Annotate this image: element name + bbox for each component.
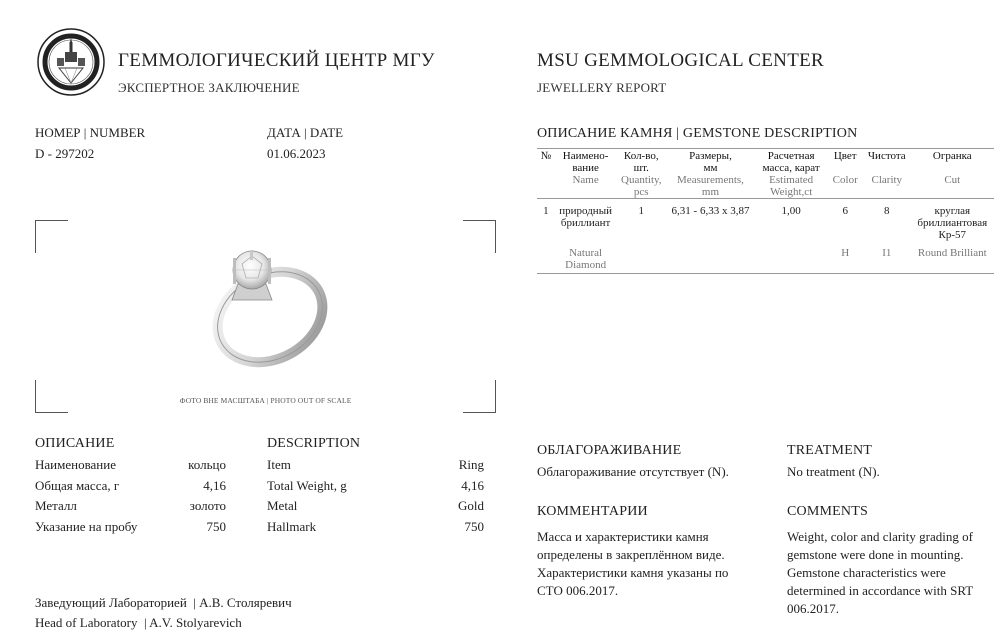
column-header-en: Measurements, mm bbox=[677, 174, 744, 198]
column-header-en: Estimated Weight,ct bbox=[769, 174, 814, 198]
gemstone-row-ru bbox=[537, 199, 994, 242]
diamond-ring-icon bbox=[200, 242, 330, 370]
report-date-label: ДАТА | DATE bbox=[267, 125, 344, 140]
column-header-en: Color bbox=[832, 174, 858, 186]
description-ru-row bbox=[35, 457, 226, 473]
treatment-ru-text: Облагораживание отсутствует (N). bbox=[537, 464, 729, 479]
photo-caption: ФОТО ВНЕ МАСШТАБА | PHOTO OUT OF SCALE bbox=[179, 396, 352, 405]
column-header-en: Name bbox=[572, 174, 599, 186]
column-header-en bbox=[537, 174, 555, 199]
row-label: Общая масса, г bbox=[35, 478, 120, 493]
table-cell: 1 bbox=[616, 199, 666, 242]
table-cell: H bbox=[827, 241, 863, 274]
description-ru-row bbox=[35, 519, 226, 535]
row-label: Item bbox=[267, 457, 291, 472]
report-number-value: D - 297202 bbox=[35, 146, 95, 161]
description-en-row bbox=[267, 498, 484, 514]
header-subtitle-en: JEWELLERY REPORT bbox=[537, 80, 667, 95]
row-label: Total Weight, g bbox=[267, 478, 347, 493]
row-value: золото bbox=[189, 498, 226, 513]
header-title-ru: ГЕММОЛОГИЧЕСКИЙ ЦЕНТР МГУ bbox=[118, 50, 435, 71]
gemstone-heading: ОПИСАНИЕ КАМНЯ | GEMSTONE DESCRIPTION bbox=[537, 126, 858, 141]
signature-ru: Заведующий Лабораторией | А.В. Столяревич bbox=[35, 595, 292, 610]
report-date-value: 01.06.2023 bbox=[267, 146, 326, 161]
report-number-label: НОМЕР | NUMBER bbox=[35, 125, 146, 140]
header-subtitle-ru: ЭКСПЕРТНОЕ ЗАКЛЮЧЕНИЕ bbox=[118, 80, 300, 95]
table-cell: 1,00 bbox=[755, 199, 828, 242]
comments-en-heading: COMMENTS bbox=[787, 504, 868, 519]
description-en-row bbox=[267, 457, 484, 473]
row-value: 750 bbox=[206, 519, 226, 534]
row-value: 4,16 bbox=[461, 478, 484, 493]
description-en-row bbox=[267, 478, 484, 494]
table-cell bbox=[755, 241, 828, 274]
table-cell: Round Brilliant bbox=[911, 241, 994, 274]
column-header: Размеры, мм bbox=[666, 149, 755, 175]
column-header: Кол-во, шт. bbox=[616, 149, 666, 175]
treatment-en-text: No treatment (N). bbox=[787, 464, 880, 479]
university-seal-icon bbox=[37, 28, 105, 96]
row-value: 4,16 bbox=[203, 478, 226, 493]
table-cell: 6,31 - 6,33 x 3,87 bbox=[666, 199, 755, 242]
treatment-ru-heading: ОБЛАГОРАЖИВАНИЕ bbox=[537, 443, 682, 458]
column-header-en: Clarity bbox=[871, 174, 903, 186]
table-cell: 8 bbox=[863, 199, 911, 242]
row-value: Gold bbox=[458, 498, 484, 513]
comments-ru-text: Масса и характеристики камня определены в закреплённом виде. Характеристики камня указаны по СТО 006.2017. bbox=[537, 529, 729, 598]
row-value: кольцо bbox=[188, 457, 226, 472]
column-header: Цвет bbox=[827, 149, 863, 175]
description-en-row bbox=[267, 519, 484, 535]
column-header: Огранка bbox=[911, 149, 994, 175]
table-cell: I1 bbox=[863, 241, 911, 274]
description-en-heading: DESCRIPTION bbox=[267, 436, 361, 451]
comments-en-text: Weight, color and clarity grading of gemstone were done in mounting. Gemstone characteristics were determined in accordance with SRT 006.2017. bbox=[787, 529, 973, 616]
table-cell: Natural Diamond bbox=[555, 241, 617, 274]
table-cell: 1 bbox=[537, 199, 555, 242]
signature-en: Head of Laboratory | A.V. Stolyarevich bbox=[35, 615, 242, 630]
comments-ru-heading: КОММЕНТАРИИ bbox=[537, 504, 648, 519]
treatment-en-heading: TREATMENT bbox=[787, 443, 873, 458]
column-header-en: Quantity, pcs bbox=[621, 174, 662, 198]
table-cell bbox=[537, 241, 555, 274]
gemstone-header-row-ru bbox=[537, 149, 994, 175]
description-ru-heading: ОПИСАНИЕ bbox=[35, 436, 115, 451]
column-header: Наимено- вание bbox=[555, 149, 617, 175]
gemstone-header-row-en bbox=[537, 174, 994, 199]
column-header-en: Cut bbox=[944, 174, 961, 186]
row-value: Ring bbox=[458, 457, 484, 472]
row-label: Металл bbox=[35, 498, 77, 513]
row-value: 750 bbox=[464, 519, 484, 534]
table-cell: круглая бриллиантовая Кр-57 bbox=[911, 199, 994, 242]
table-cell: 6 bbox=[827, 199, 863, 242]
gemstone-table bbox=[537, 148, 994, 274]
table-cell bbox=[666, 241, 755, 274]
column-header: № bbox=[537, 149, 555, 175]
table-cell bbox=[616, 241, 666, 274]
column-header: Чистота bbox=[863, 149, 911, 175]
row-label: Наименование bbox=[35, 457, 116, 472]
description-ru-row bbox=[35, 498, 226, 514]
row-label: Hallmark bbox=[267, 519, 317, 534]
gemstone-row-en bbox=[537, 241, 994, 274]
description-ru-row bbox=[35, 478, 226, 494]
row-label: Указание на пробу bbox=[35, 519, 138, 534]
row-label: Metal bbox=[267, 498, 298, 513]
header-title-en: MSU GEMMOLOGICAL CENTER bbox=[537, 50, 824, 71]
table-cell: природный бриллиант bbox=[555, 199, 617, 242]
column-header: Расчетная масса, карат bbox=[755, 149, 828, 175]
